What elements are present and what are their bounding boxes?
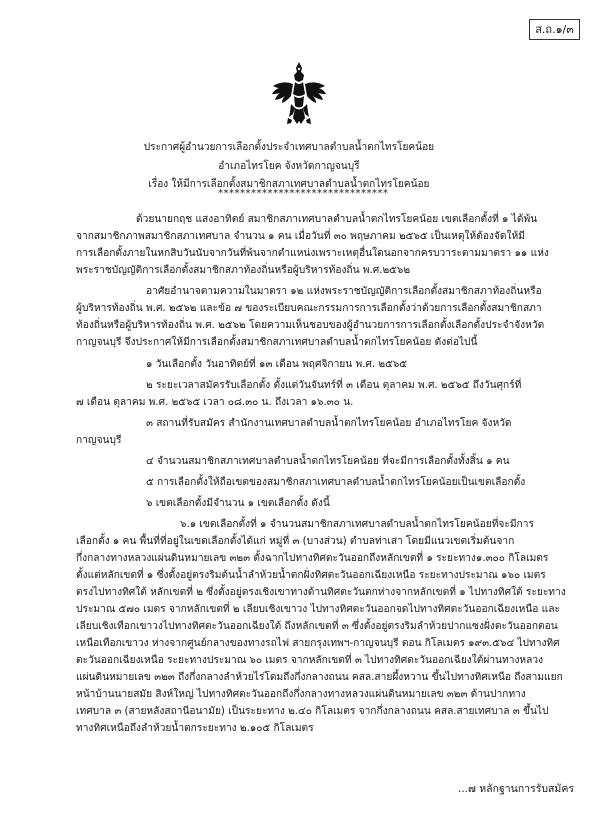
body-line: ประมาณ ๕๗๐ เมตร จากหลักเขตที่ ๒ เลียบเชิงเขาวง ไปทางทิศตะวันออกจดไปทางทิศตะวันออกเฉียงเหนือ และ (76, 604, 560, 615)
body-line: ด้วยนายกฤช แสงอาทิตย์ สมาชิกสภาเทศบาลตำบลน้ำตกไทรโยคน้อย เขตเลือกตั้งที่ ๑ ได้พ้น (136, 214, 538, 225)
subject-line: เรื่อง ให้มีการเลือกตั้งสมาชิกสภาเทศบาลตำบลน้ำตกไทรโยคน้อย (148, 178, 430, 190)
body-line: การเลือกตั้งภายในหกสิบวันนับจากวันที่พ้นจากตำแหน่งเพราะเหตุอื่นใดนอกจากครบวาระตามมาตรา ๑๑ แห่ง (76, 248, 549, 259)
garuda-emblem-icon (270, 60, 328, 130)
body-line: ตะวันออกเฉียงเหนือ ระยะทางประมาณ ๖๐ เมตร จากหลักเขตที่ ๓ ไปทางทิศตะวันออกเฉียงใต้ผ่านทางหลวง (76, 655, 544, 666)
body-line: กึ่งกลางทางหลวงแผ่นดินหมายเลข ๓๒๓ ตั้งฉากไปทางทิศตะวันออกถึงหลักเขตที่ ๑ ระยะทาง๑.๓๐๐ กิโลเมตร (76, 553, 549, 564)
body-line: ผู้บริหารท้องถิ่น พ.ศ. ๒๕๖๒ และข้อ ๗ ของระเบียบคณะกรรมการการเลือกตั้งว่าด้วยการเลือกตั้งสมาชิกสภา (76, 303, 542, 314)
body-line: จากสมาชิกภาพสมาชิกสภาเทศบาล จำนวน ๑ คน เมื่อวันที่ ๓๐ พฤษภาคม ๒๕๖๕ เป็นเหตุให้ต้องจัดให้มี (76, 231, 525, 242)
body-line: พระราชบัญญัติการเลือกตั้งสมาชิกสภาท้องถิ่นหรือผู้บริหารท้องถิ่น พ.ศ.๒๕๖๒ (76, 265, 411, 276)
body-line: กาญจนบุรี จึงประกาศให้มีการเลือกตั้งสมาชิกสภาเทศบาลตำบลน้ำตกไทรโยคน้อย ดังต่อไปนี้ (76, 337, 478, 348)
body-line: ๒ ระยะเวลาสมัครรับเลือกตั้ง ตั้งแต่วันจันทร์ที่ ๓ เดือน ตุลาคม พ.ศ. ๒๕๖๕ ถึงวันศุกร์ที่ (146, 380, 522, 391)
body-line: อาศัยอำนาจตามความในมาตรา ๑๒ แห่งพระราชบัญญัติการเลือกตั้งสมาชิกสภาท้องถิ่นหรือ (146, 286, 542, 297)
body-line: ตั้งแต่หลักเขตที่ ๑ ซึ่งตั้งอยู่ตรงริมต้นน้ำลำห้วยน้ำตกฝั่งทิศตะวันออกเฉียงเหนือ ระยะทางประมาณ ๑๖๐ เมตร (76, 570, 546, 581)
form-code-box: ส.ถ.๑/๓ (529, 19, 580, 40)
body-line: เทศบาล ๓ (สายหลังสถานีอนามัย) เป็นระยะทาง ๒.๔๐ กิโลเมตร จากกึ่งกลางถนน คสล.สายเทศบาล ๓ ขึ้นไป (76, 706, 549, 717)
body-line: หน้าบ้านนายสมัย สิงห์ใหญ่ ไปทางทิศตะวันออกถึงกึ่งกลางทางหลวงแผ่นดินหมายเลข ๓๒๓ ด้านปากทาง (76, 689, 526, 700)
body-line: ๓ สถานที่รับสมัคร สำนักงานเทศบาลตำบลน้ำตกไทรโยคน้อย อำเภอไทรโยค จังหวัด (146, 418, 512, 429)
district-province-line: อำเภอไทรโยค จังหวัดกาญจนบุรี (218, 160, 360, 172)
body-line: ตรงไปทางทิศใต้ หลักเขตที่ ๒ ซึ่งตั้งอยู่ตรงเชิงเขาทางด้านทิศตะวันตกห่างจากหลักเขตที่ ๑ ไปทางทิศใต้ ระยะทาง (76, 587, 566, 598)
body-line: ทางทิศเหนือถึงลำห้วยน้ำตกระยะทาง ๒.๑๐๕ กิโลเมตร (76, 723, 314, 734)
star-divider: ******************************* (218, 188, 389, 199)
continuation-note: ...๗ หลักฐานการรับสมัคร (458, 783, 575, 795)
body-line: ๑ วันเลือกตั้ง วันอาทิตย์ที่ ๑๓ เดือน พฤศจิกายน พ.ศ. ๒๕๖๕ (146, 359, 407, 370)
body-line: ๖.๑ เขตเลือกตั้งที่ ๑ จำนวนสมาชิกสภาเทศบาลตำบลน้ำตกไทรโยคน้อยที่จะมีการ (180, 519, 534, 530)
body-line: เลียบเชิงเทือกเขาวงไปทางทิศตะวันออกเฉียงใต้ ถึงหลักเขตที่ ๓ ซึ่งตั้งอยู่ตรงริมลำห้วยปากแซงฝั่งตะวันออกตอน (76, 621, 558, 632)
body-line: เหนือเทือกเขาวง ห่างจากศูนย์กลางของทางรถไฟ สายกรุงเทพฯ-กาญจนบุรี ตอน กิโลเมตร ๑๙๓.๕๖๔ ไปทางทิศ (76, 638, 560, 649)
body-line: กาญจนบุรี (76, 435, 122, 446)
body-line: แผ่นดินหมายเลข ๓๒๓ ถึงกึ่งกลางลำห้วยไร่โดมถึงกึ่งกลางถนน คสล.สายผึ้งหวาน ขึ้นไปทางทิศเหนือ ถึงสามแยก (76, 672, 563, 683)
body-line: ท้องถิ่นหรือผู้บริหารท้องถิ่น พ.ศ. ๒๕๖๒ โดยความเห็นชอบของผู้อำนวยการการเลือกตั้งเลือกตั้งประจำจังหวัด (76, 320, 545, 331)
body-line: ๗ เดือน ตุลาคม พ.ศ. ๒๕๖๕ เวลา ๐๘.๓๐ น. ถึงเวลา ๑๖.๓๐ น. (76, 397, 354, 408)
body-line: เลือกตั้ง ๑ คน พื้นที่ที่อยู่ในเขตเลือกตั้งได้แก่ หมู่ที่ ๓ (บางส่วน) ตำบลท่าเสา โดยมีแนวเขตเริ่มต้นจาก (76, 536, 515, 547)
body-line: ๕ การเลือกตั้งให้ถือเขตของสมาชิกสภาเทศบาลตำบลน้ำตกไทรโยคน้อยเป็นเขตเลือกตั้ง (146, 477, 526, 488)
body-line: ๖ เขตเลือกตั้งมีจำนวน ๑ เขตเลือกตั้ง ดังนี้ (146, 498, 330, 509)
body-line: ๔ จำนวนสมาชิกสภาเทศบาลตำบลน้ำตกไทรโยคน้อย ที่จะมีการเลือกตั้งทั้งสิ้น ๑ คน (146, 456, 510, 467)
announcement-title: ประกาศผู้อำนวยการเลือกตั้งประจำเทศบาลตำบลน้ำตกไทรโยคน้อย (143, 141, 435, 153)
